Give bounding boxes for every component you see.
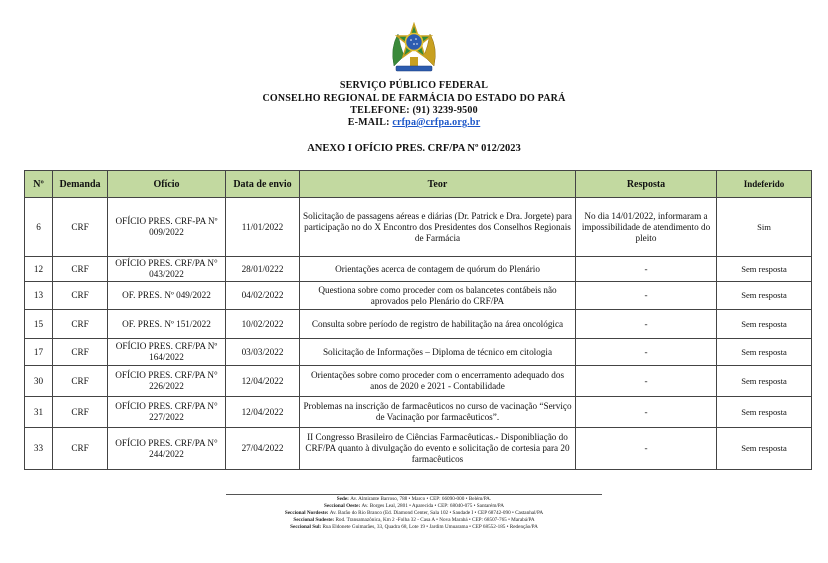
cell-indeferido: Sem resposta xyxy=(717,257,812,282)
col-header-demanda: Demanda xyxy=(53,171,108,198)
footer-line-sede: Sede: Av. Almirante Barroso, 788 • Marco • CEP: 66090-000 • Belém/PA. xyxy=(336,496,492,502)
cell-demanda: CRF xyxy=(53,366,108,397)
cell-oficio: OFÍCIO PRES. CRF/PA Nº 164/2022 xyxy=(108,339,226,366)
annex-title: ANEXO I OFÍCIO PRES. CRF/PA Nº 012/2023 xyxy=(307,143,521,154)
table-row xyxy=(25,339,812,366)
cell-oficio: OFÍCIO PRES. CRF-PA Nº 009/2022 xyxy=(108,198,226,257)
cell-data: 04/02/2022 xyxy=(226,282,300,310)
col-header-data-envio: Data de envio xyxy=(226,171,300,198)
cell-numero: 17 xyxy=(25,339,53,366)
cell-numero: 33 xyxy=(25,428,53,470)
cell-data: 27/04/2022 xyxy=(226,428,300,470)
cell-numero: 12 xyxy=(25,257,53,282)
cell-indeferido: Sem resposta xyxy=(717,428,812,470)
footer-line-sul: Seccional Sul: Rua Eldonete Guimarães, 33, Quadra 68, Lote 19 • Jardim Umuarama • CEP 68552-185 • Redenção/PA xyxy=(290,523,538,530)
cell-numero: 6 xyxy=(25,198,53,257)
cell-demanda: CRF xyxy=(53,310,108,339)
cell-indeferido: Sem resposta xyxy=(717,339,812,366)
cell-resposta: - xyxy=(576,257,717,282)
email-label: E-MAIL: xyxy=(347,117,393,128)
cell-demanda: CRF xyxy=(53,339,108,366)
col-header-indeferido: Indeferido xyxy=(717,171,812,198)
footer-line-oeste: Seccional Oeste: Av. Borges Leal, 2801 • Aparecida • CEP: 68040-075 • Santarém/PA xyxy=(324,502,504,509)
cell-data: 03/03/2022 xyxy=(226,339,300,366)
table-header-row xyxy=(25,171,812,198)
cell-indeferido: Sem resposta xyxy=(717,366,812,397)
cell-oficio: OFÍCIO PRES. CRF/PA N° 043/2022 xyxy=(108,257,226,282)
cell-demanda: CRF xyxy=(53,397,108,428)
table-row xyxy=(25,310,812,339)
cell-teor: II Congresso Brasileiro de Ciências Farmacêuticas.- Disponibliação do CRF/PA quanto à divulgação do evento e solicitação de cortesia para 20 farmacêuticos xyxy=(300,428,576,470)
cell-oficio: OFÍCIO PRES. CRF/PA N° 226/2022 xyxy=(108,366,226,397)
cell-resposta: - xyxy=(576,339,717,366)
cell-demanda: CRF xyxy=(53,428,108,470)
cell-data: 10/02/2022 xyxy=(226,310,300,339)
cell-demanda: CRF xyxy=(53,198,108,257)
table-row xyxy=(25,428,812,470)
cell-data: 11/01/2022 xyxy=(226,198,300,257)
oficios-table xyxy=(24,170,812,470)
cell-resposta: No dia 14/01/2022, informaram a impossibilidade de atendimento do pleito xyxy=(576,198,717,257)
cell-oficio: OF. PRES. Nº 049/2022 xyxy=(108,282,226,310)
col-header-resposta: Resposta xyxy=(576,171,717,198)
cell-indeferido: Sem resposta xyxy=(717,310,812,339)
table-row xyxy=(25,282,812,310)
table-row xyxy=(25,397,812,428)
cell-teor: Problemas na inscrição de farmacêuticos no curso de vacinação “Serviço de Vacinação por farmacêuticos”. xyxy=(300,397,576,428)
footer-divider xyxy=(226,494,602,495)
table-row xyxy=(25,257,812,282)
table-row xyxy=(25,366,812,397)
cell-numero: 13 xyxy=(25,282,53,310)
cell-teor: Orientações sobre como proceder com o encerramento adequado dos anos de 2020 e 2021 - Contabilidade xyxy=(300,366,576,397)
cell-demanda: CRF xyxy=(53,282,108,310)
cell-data: 28/01/0222 xyxy=(226,257,300,282)
cell-resposta: - xyxy=(576,366,717,397)
header-line-phone: TELEFONE: (91) 3239-9500 xyxy=(350,105,478,116)
cell-numero: 31 xyxy=(25,397,53,428)
cell-oficio: OFÍCIO PRES. CRF/PA N° 244/2022 xyxy=(108,428,226,470)
cell-teor: Solicitação de passagens aéreas e diárias (Dr. Patrick e Dra. Jorgete) para participação no do X Encontro dos Presidentes dos Conselhos Regionais de Farmácia xyxy=(300,198,576,257)
cell-resposta: - xyxy=(576,397,717,428)
cell-oficio: OFÍCIO PRES. CRF/PA N° 227/2022 xyxy=(108,397,226,428)
cell-teor: Consulta sobre período de registro de habilitação na área oncológica xyxy=(300,310,576,339)
cell-data: 12/04/2022 xyxy=(226,397,300,428)
col-header-oficio: Ofício xyxy=(108,171,226,198)
cell-numero: 30 xyxy=(25,366,53,397)
cell-resposta: - xyxy=(576,282,717,310)
table-row xyxy=(25,198,812,257)
footer-line-sudeste: Seccional Sudeste: Rod. Transamazônica, Km 2 -Folha 32 - Casa A • Nova Marabá • CEP: 68507-765 • Marabá/PA xyxy=(293,516,535,523)
cell-demanda: CRF xyxy=(53,257,108,282)
email-link[interactable]: crfpa@crfpa.org.br xyxy=(392,117,481,128)
cell-teor: Questiona sobre como proceder com os balancetes contábeis não aprovados pelo Plenário do CRF/PA xyxy=(300,282,576,310)
cell-indeferido: Sim xyxy=(717,198,812,257)
header-line-email xyxy=(0,117,828,128)
cell-teor: Orientações acerca de contagem de quórum do Plenário xyxy=(300,257,576,282)
cell-resposta: - xyxy=(576,428,717,470)
col-header-teor: Teor xyxy=(300,171,576,198)
cell-teor: Solicitação de Informações – Diploma de técnico em citologia xyxy=(300,339,576,366)
footer-addresses xyxy=(0,496,828,531)
cell-data: 12/04/2022 xyxy=(226,366,300,397)
cell-oficio: OF. PRES. Nº 151/2022 xyxy=(108,310,226,339)
brazil-coat-of-arms-icon xyxy=(388,22,440,78)
footer-line-nordeste: Seccional Nordeste: Av. Barão do Rio Branco (Ed. Diamond Center, Sala 102 • Saudade I • CEP 68742-090 • Castanhal/PA xyxy=(284,509,544,516)
header-line-service: SERVIÇO PÚBLICO FEDERAL xyxy=(339,80,489,91)
col-header-numero: Nº xyxy=(25,171,53,198)
cell-numero: 15 xyxy=(25,310,53,339)
cell-indeferido: Sem resposta xyxy=(717,282,812,310)
cell-indeferido: Sem resposta xyxy=(717,397,812,428)
header-line-council: CONSELHO REGIONAL DE FARMÁCIA DO ESTADO DO PARÁ xyxy=(262,93,566,104)
cell-resposta: - xyxy=(576,310,717,339)
